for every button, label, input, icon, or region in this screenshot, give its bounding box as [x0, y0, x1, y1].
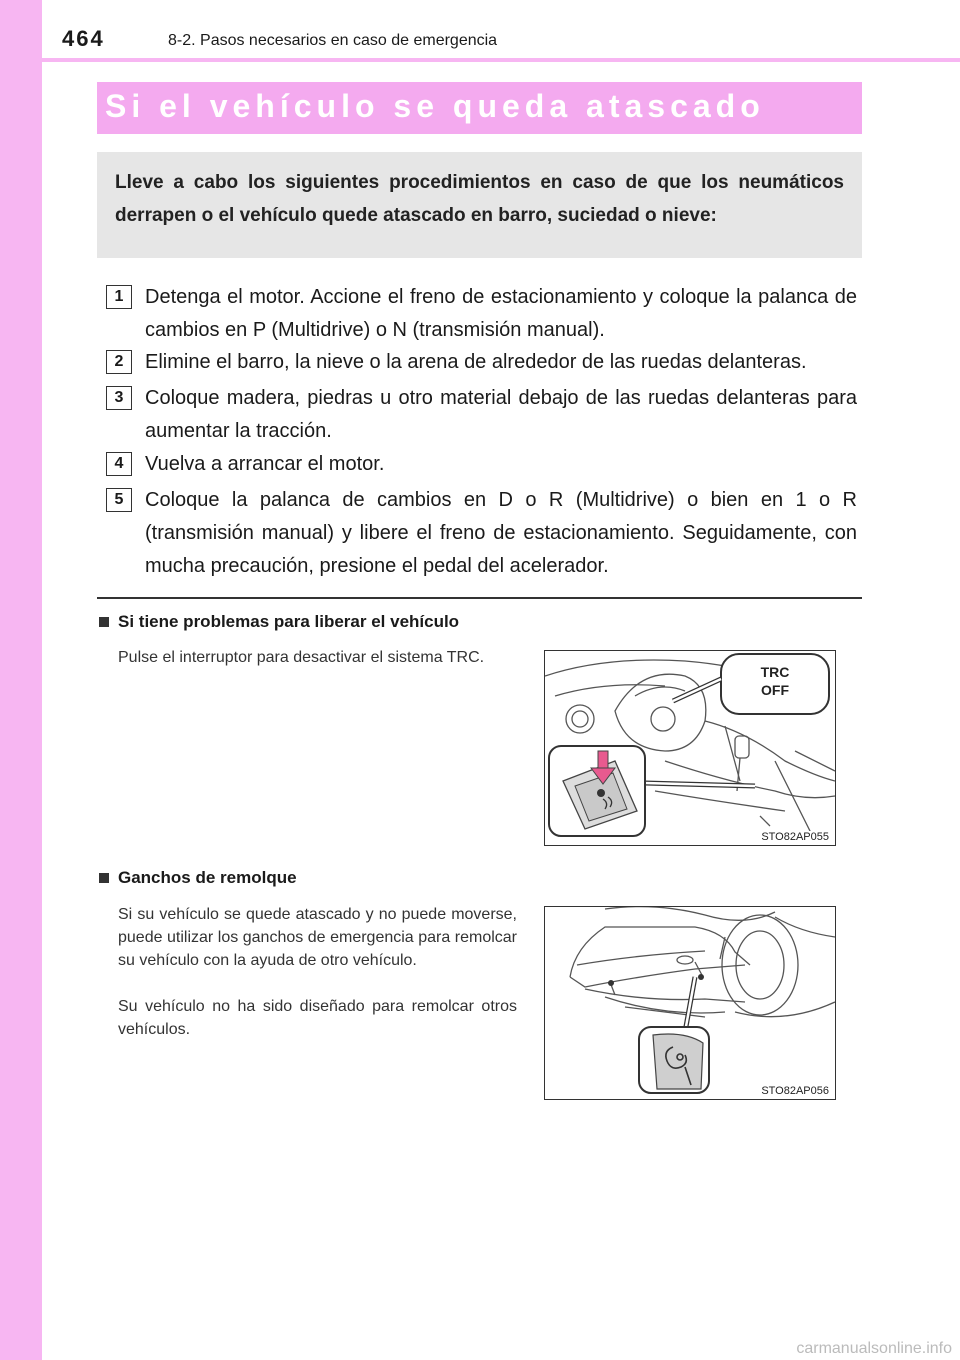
rear-underbody-illustration [545, 907, 835, 1099]
square-bullet-icon [99, 873, 109, 883]
step-3-text: Coloque madera, piedras u otro material debajo de las ruedas delanteras para aumentar la tracción. [145, 387, 857, 442]
subheading-liberar: Si tiene problemas para liberar el vehículo [118, 612, 460, 631]
figure-tow-hooks [544, 906, 836, 1100]
figure-code: STO82AP055 [761, 831, 829, 843]
figure-trc-off [544, 650, 836, 846]
body-ganchos-note: Su vehículo no ha sido diseñado para remolcar otros vehículos. [118, 998, 517, 1038]
step-2-text: Elimine el barro, la nieve o la arena de alrededor de las ruedas delanteras. [145, 351, 807, 373]
body-trc: Pulse el interruptor para desactivar el sistema TRC. [118, 649, 485, 666]
square-bullet-icon [99, 617, 109, 627]
side-color-strip [0, 0, 42, 1360]
step-2-badge: 2 [106, 350, 132, 374]
trc-label: TRC [760, 664, 790, 680]
section-divider [97, 597, 862, 599]
step-1-text: Detenga el motor. Accione el freno de estacionamiento y coloque la palanca de cambios en P (Multidrive) o N (transmisión manual). [145, 286, 857, 341]
intro-box [97, 152, 862, 258]
step-4-badge: 4 [106, 452, 132, 476]
subheading-ganchos: Ganchos de remolque [118, 868, 297, 887]
step-5-text: Coloque la palanca de cambios en D o R (Multidrive) o bien en 1 o R (transmisión manual) y libere el freno de estacionamiento. Seguidamente, con mucha precaución, presione el pedal del acelerador. [145, 489, 857, 577]
step-4-text: Vuelva a arrancar el motor. [145, 453, 385, 475]
section-heading: 8-2. Pasos necesarios en caso de emergencia [168, 32, 498, 49]
body-ganchos: Si su vehículo se quede atascado y no puede moverse, puede utilizar los ganchos de emergencia para remolcar su vehículo con la ayuda de otro vehículo. [118, 906, 517, 969]
step-5-badge: 5 [106, 488, 132, 512]
off-label: OFF [761, 682, 789, 698]
step-1-badge: 1 [106, 285, 132, 309]
step-3-badge: 3 [106, 386, 132, 410]
dashboard-illustration [545, 651, 835, 845]
figure-code: STO82AP056 [761, 1085, 829, 1097]
page-number: 464 [62, 26, 105, 51]
intro-text: Lleve a cabo los siguientes procedimientos en caso de que los neumáticos derrapen o el vehículo quede atascado en barro, suciedad o nieve: [115, 172, 844, 226]
header-rule [42, 58, 960, 62]
page-title: Si el vehículo se queda atascado [105, 88, 765, 124]
watermark: carmanualsonline.info [796, 1340, 952, 1357]
